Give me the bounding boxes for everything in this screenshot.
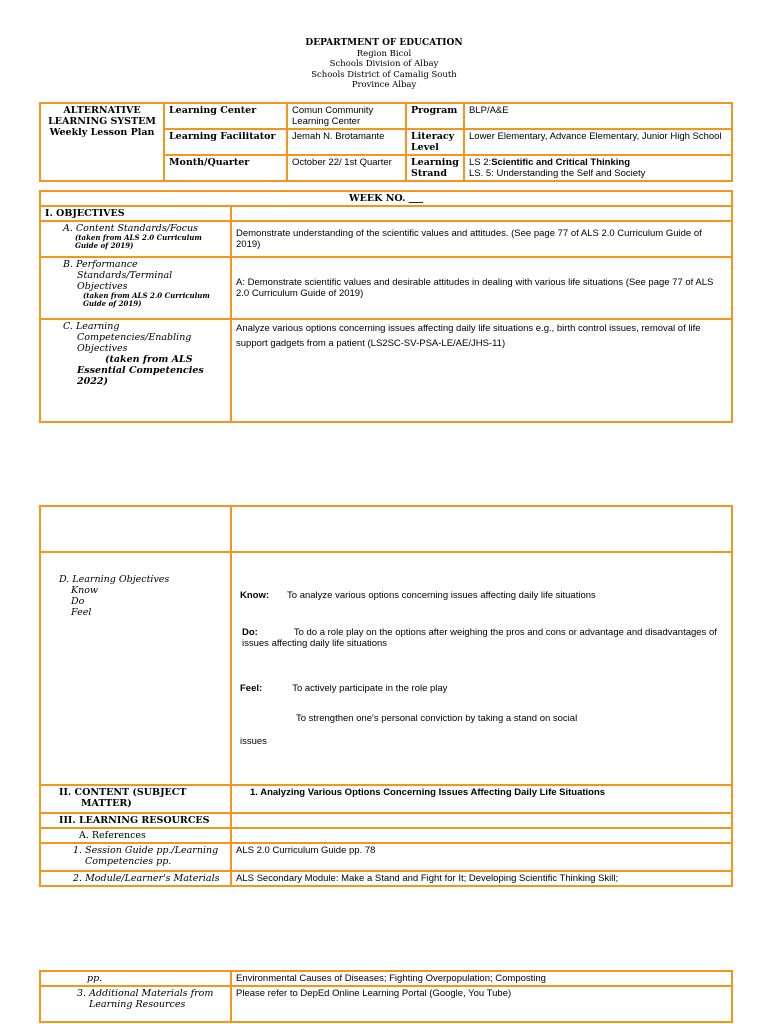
module-pages-value: Environmental Causes of Diseases; Fighting Overpopulation; Composting <box>231 971 732 986</box>
learning-center-value: Comun Community Learning Center <box>287 103 406 129</box>
learning-objectives-title: D. Learning Objectives <box>59 574 170 585</box>
know-objective <box>236 590 727 601</box>
performance-title-1: B. Performance <box>63 259 138 270</box>
content-subject-line-2: MATTER) <box>81 798 132 809</box>
literacy-label: Literacy Level <box>406 129 464 155</box>
document-header <box>0 38 768 91</box>
performance-note: (taken from ALS 2.0 Curriculum Guide of 2019) <box>83 291 210 308</box>
content-standards-label <box>40 221 231 257</box>
module-materials-label: 2. Module/Learner's Materials <box>40 871 231 886</box>
strand-line-2: LS. 5: Understanding the Self and Society <box>469 168 646 179</box>
content-subject-value: 1. Analyzing Various Options Concerning Issues Affecting Daily Life Situations <box>231 785 732 813</box>
week-number: WEEK NO. ___ <box>40 191 732 206</box>
session-guide-line-1: 1. Session Guide pp./Learning <box>73 845 219 856</box>
info-table <box>39 102 733 182</box>
learning-resources-blank <box>231 813 732 828</box>
feel-objective <box>236 683 727 694</box>
module-materials-value: ALS Secondary Module: Make a Stand and Fight for It; Developing Scientific Thinking Skill; <box>231 871 732 886</box>
additional-materials-value: Please refer to DepEd Online Learning Portal (Google, You Tube) <box>231 986 732 1022</box>
content-subject-line-1: II. CONTENT (SUBJECT <box>59 787 187 798</box>
learning-center-label: Learning Center <box>164 103 287 129</box>
program-value: BLP/A&E <box>464 103 732 129</box>
content-subject-label <box>40 785 231 813</box>
competencies-note-3: 2022) <box>77 376 108 387</box>
continuation-table <box>39 970 733 1023</box>
session-guide-value: ALS 2.0 Curriculum Guide pp. 78 <box>231 843 732 871</box>
additional-materials-line-1: 3. Additional Materials from <box>77 988 214 999</box>
references-blank <box>231 828 732 843</box>
month-label: Month/Quarter <box>164 155 287 181</box>
facilitator-value: Jemah N. Brotamante <box>287 129 406 155</box>
learning-resources-label: III. LEARNING RESOURCES <box>40 813 231 828</box>
learning-objectives-do: Do <box>71 596 85 607</box>
module-pages-label: pp. <box>40 971 231 986</box>
references-label: A. References <box>40 828 231 843</box>
title-line-3: Weekly Lesson Plan <box>49 127 155 138</box>
feel-text-1: To actively participate in the role play <box>292 683 448 694</box>
objectives-heading: I. OBJECTIVES <box>40 206 231 221</box>
do-text: To do a role play on the options after weighing the pros and cons or advantage and disadvantages of issues affecting daily life situations <box>242 627 717 649</box>
content-standards-note: (taken from ALS 2.0 Curriculum Guide of 2019) <box>75 233 202 250</box>
learning-competencies-label <box>40 319 231 422</box>
additional-materials-line-2: Learning Resources <box>89 999 186 1010</box>
objectives-table <box>39 190 733 423</box>
strand-label: Learning Strand <box>406 155 464 181</box>
content-standards-value: Demonstrate understanding of the scientific values and attitudes. (See page 77 of ALS 2.0 Curriculum Guide of 2019) <box>231 221 732 257</box>
learning-objectives-feel: Feel <box>71 607 92 618</box>
district-name: Schools District of Camalig South <box>311 69 457 80</box>
program-label: Program <box>406 103 464 129</box>
title-line-2: LEARNING SYSTEM <box>48 116 156 127</box>
do-objective <box>236 627 727 649</box>
competencies-note-2: Essential Competencies <box>77 365 204 376</box>
learning-objectives-value <box>231 552 732 785</box>
competencies-note-1: (taken from ALS <box>105 354 193 365</box>
know-text: To analyze various options concerning issues affecting daily life situations <box>287 590 596 601</box>
content-standards-title: A. Content Standards/Focus <box>63 223 199 234</box>
learning-objectives-know: Know <box>71 585 99 596</box>
blank-value-cell <box>231 506 732 552</box>
province-name: Province Albay <box>351 80 417 90</box>
title-line-1: ALTERNATIVE <box>63 105 141 116</box>
lesson-plan-title <box>40 103 164 181</box>
strand-bold: Scientific and Critical Thinking <box>491 157 631 168</box>
know-label: Know: <box>240 590 270 601</box>
performance-standards-value: A: Demonstrate scientific values and desirable attitudes in dealing with various life situations (See page 77 of ALS 2.0 Curriculum Guide of 2019) <box>231 257 732 319</box>
strand-prefix: LS 2: <box>469 157 492 168</box>
region-name: Region Bicol <box>356 48 412 59</box>
performance-standards-label <box>40 257 231 319</box>
month-value: October 22/ 1st Quarter <box>287 155 406 181</box>
feel-text-2: To strengthen one's personal conviction by taking a stand on social <box>296 713 578 724</box>
strand-value <box>464 155 732 181</box>
performance-title-3: Objectives <box>77 281 128 292</box>
session-guide-label <box>40 843 231 871</box>
department-name: DEPARTMENT OF EDUCATION <box>305 38 463 48</box>
competencies-title-3: Objectives <box>77 343 128 354</box>
learning-competencies-value: Analyze various options concerning issues affecting daily life situations e.g., birth control issues, removal of life support gadgets from a patient (LS2SC-SV-PSA-LE/AE/JHS-11) <box>231 319 732 422</box>
blank-label-cell <box>40 506 231 552</box>
do-label: Do: <box>242 627 258 638</box>
learning-objectives-table <box>39 505 733 887</box>
session-guide-line-2: Competencies pp. <box>85 856 172 867</box>
facilitator-label: Learning Facilitator <box>164 129 287 155</box>
learning-objectives-label <box>40 552 231 785</box>
feel-label: Feel: <box>240 683 263 694</box>
division-name: Schools Division of Albay <box>329 59 439 69</box>
literacy-value: Lower Elementary, Advance Elementary, Junior High School <box>464 129 732 155</box>
objectives-heading-blank <box>231 206 732 221</box>
competencies-title-2: Competencies/Enabling <box>77 332 192 343</box>
additional-materials-label <box>40 986 231 1022</box>
performance-title-2: Standards/Terminal <box>77 270 173 281</box>
competencies-title-1: C. Learning <box>63 321 120 332</box>
feel-text-3: issues <box>240 736 267 747</box>
